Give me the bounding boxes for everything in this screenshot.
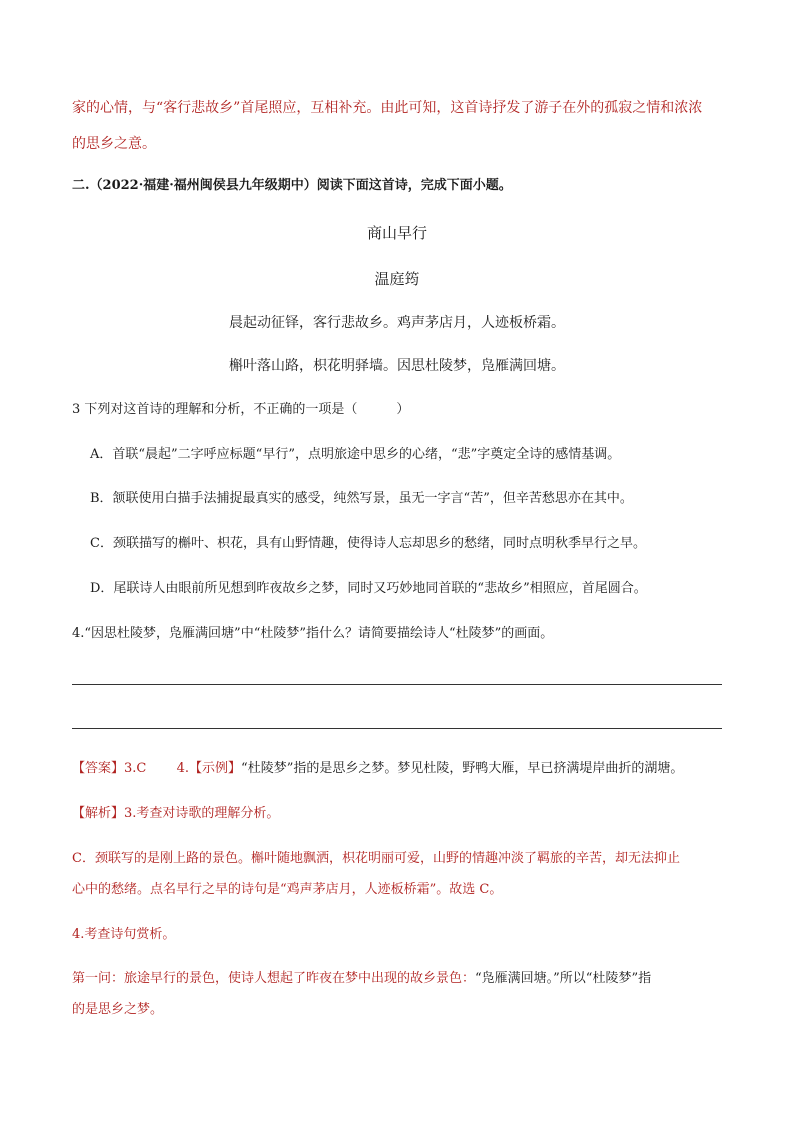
analysis-label: 【解析】3.考查对诗歌的理解分析。 bbox=[72, 806, 280, 821]
answer-blank-line bbox=[72, 684, 722, 685]
poem-line: 晨起动征铎，客行悲故乡。鸡声茅店月，人迹板桥霜。 bbox=[229, 315, 565, 331]
question3-option-c: C．颈联描写的槲叶、枳花，具有山野情趣，使得诗人忘却思乡的愁绪，同时点明秋季早行之早。 bbox=[90, 536, 646, 551]
prev-analysis-line2: 的思乡之意。 bbox=[72, 136, 156, 152]
answer-blank-line bbox=[72, 728, 722, 729]
question3-option-b: B．颔联使用白描手法捕捉最真实的感受，纯然写景，虽无一字言“苦”，但辛苦愁思亦在其中。 bbox=[90, 491, 633, 506]
question3-stem: 3 下列对这首诗的理解和分析，不正确的一项是（ ） bbox=[72, 402, 410, 417]
analysis-q4-line1b: “凫雁满回塘。”所以“杜陵梦”指 bbox=[475, 971, 652, 986]
answer-line bbox=[72, 759, 722, 779]
section-heading: 二.（2022·福建·福州闽侯县九年级期中）阅读下面这首诗，完成下面小题。 bbox=[72, 178, 512, 193]
question4-stem: 4.“因思杜陵梦，凫雁满回塘”中“杜陵梦”指什么？请简要描绘诗人“杜陵梦”的画面。 bbox=[72, 626, 554, 641]
analysis-q4-line1 bbox=[72, 969, 722, 989]
poem-line: 槲叶落山路，枳花明驿墙。因思杜陵梦，凫雁满回塘。 bbox=[229, 358, 565, 374]
analysis-q4-head: 4.考查诗句赏析。 bbox=[72, 927, 176, 942]
answer-q4-text: “杜陵梦”指的是思乡之梦。梦见杜陵，野鸭大雁，早已挤满堤岸曲折的湖塘。 bbox=[241, 761, 684, 776]
poem-author: 温庭筠 bbox=[374, 270, 420, 288]
analysis-q4-line2: 的是思乡之梦。 bbox=[72, 1002, 164, 1017]
analysis-c-line2: 心中的愁绪。点名早行之早的诗句是“鸡声茅店月，人迹板桥霜”。故选 C。 bbox=[72, 882, 503, 897]
analysis-c-line1: C．颈联写的是刚上路的景色。槲叶随地飘洒，枳花明丽可爱，山野的情趣冲淡了羁旅的辛苦，却无法抑止 bbox=[72, 851, 680, 866]
poem-title: 商山早行 bbox=[366, 224, 427, 242]
question3-option-d: D．尾联诗人由眼前所见想到昨夜故乡之梦，同时又巧妙地同首联的“悲故乡”相照应，首尾圆合。 bbox=[90, 581, 647, 596]
question3-option-a: A．首联“晨起”二字呼应标题“早行”，点明旅途中思乡的心绪，“悲”字奠定全诗的感情基调。 bbox=[90, 447, 621, 462]
prev-analysis-line1: 家的心情，与“客行悲故乡”首尾照应，互相补充。由此可知，这首诗抒发了游子在外的孤寂之情和浓浓 bbox=[72, 100, 703, 116]
answer-label: 【答案】3.C bbox=[72, 761, 147, 776]
answer-q4-prefix: 4.【示例】 bbox=[176, 761, 242, 776]
analysis-q4-line1a: 第一问：旅途早行的景色，使诗人想起了昨夜在梦中出现的故乡景色： bbox=[72, 971, 476, 986]
